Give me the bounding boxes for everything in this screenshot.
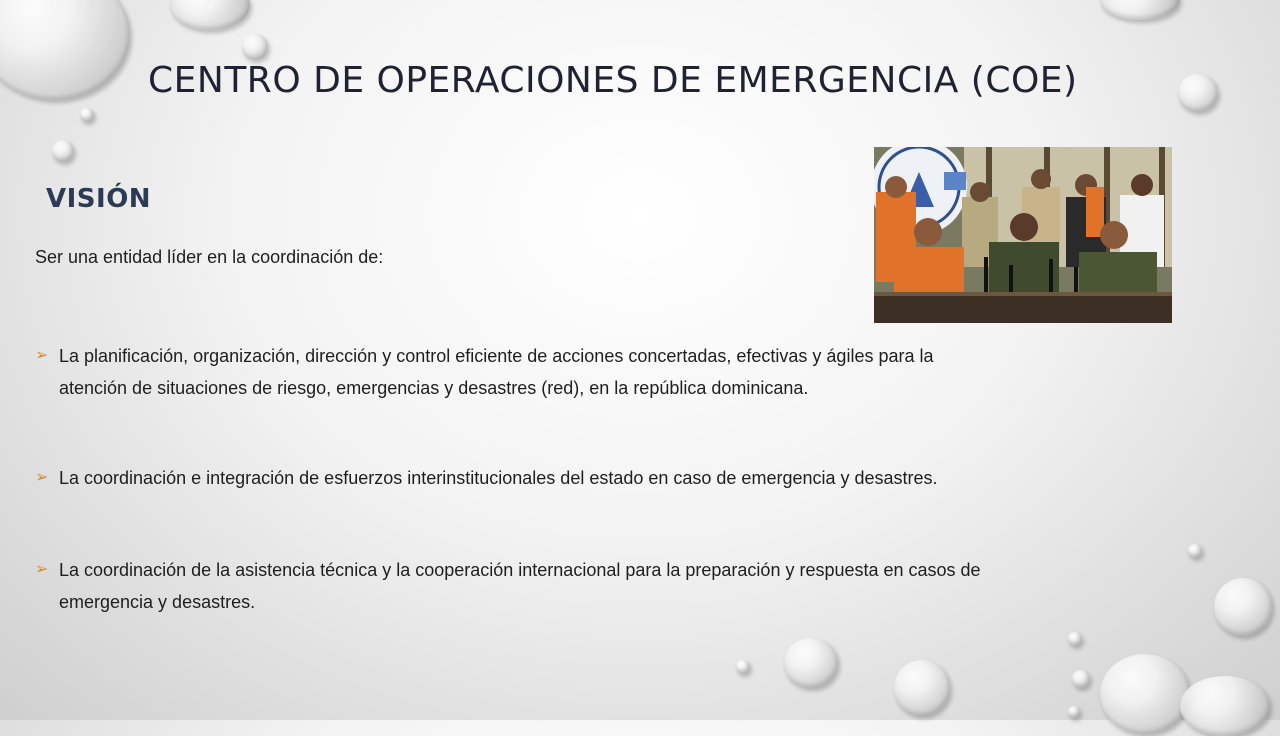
list-item-line: emergencia y desastres. <box>59 592 256 612</box>
arrow-bullet-icon: ➢ <box>35 469 49 486</box>
slide-title: CENTRO DE OPERACIONES DE EMERGENCIA (COE) <box>148 60 1078 101</box>
water-drop-decoration <box>1100 0 1180 20</box>
water-drop-decoration <box>784 638 838 688</box>
list-item <box>35 462 1259 494</box>
water-drop-decoration <box>242 34 268 60</box>
press-conference-photo <box>874 147 1172 323</box>
water-drop-decoration <box>1068 632 1082 646</box>
water-drop-decoration <box>1072 670 1090 688</box>
list-item <box>35 340 1259 404</box>
water-drop-decoration <box>170 0 250 30</box>
section-heading-vision: VISIÓN <box>46 184 152 214</box>
water-drop-decoration <box>0 0 130 100</box>
list-item <box>35 554 1259 618</box>
list-item-line: La planificación, organización, dirección y control eficiente de acciones concertadas, efectivas y ágiles para la <box>59 346 934 366</box>
list-item-line: atención de situaciones de riesgo, emergencias y desastres (red), en la república dominicana. <box>59 378 809 398</box>
photo-illustration <box>874 147 1172 323</box>
water-drop-decoration <box>1068 706 1080 718</box>
water-drop-decoration <box>894 660 950 716</box>
list-item-line: La coordinación e integración de esfuerzos interinstitucionales del estado en caso de emergencia y desastres. <box>59 468 938 488</box>
water-drop-decoration <box>736 660 750 674</box>
list-item-line: La coordinación de la asistencia técnica y la cooperación internacional para la preparación y respuesta en casos de <box>59 560 981 580</box>
water-drop-decoration <box>1178 74 1218 112</box>
intro-text: Ser una entidad líder en la coordinación de: <box>35 247 384 267</box>
water-drop-decoration <box>52 140 74 162</box>
water-drop-decoration <box>1180 676 1270 736</box>
water-drop-decoration <box>1100 654 1190 734</box>
water-drop-decoration <box>80 108 94 122</box>
arrow-bullet-icon: ➢ <box>35 347 49 364</box>
arrow-bullet-icon: ➢ <box>35 561 49 578</box>
